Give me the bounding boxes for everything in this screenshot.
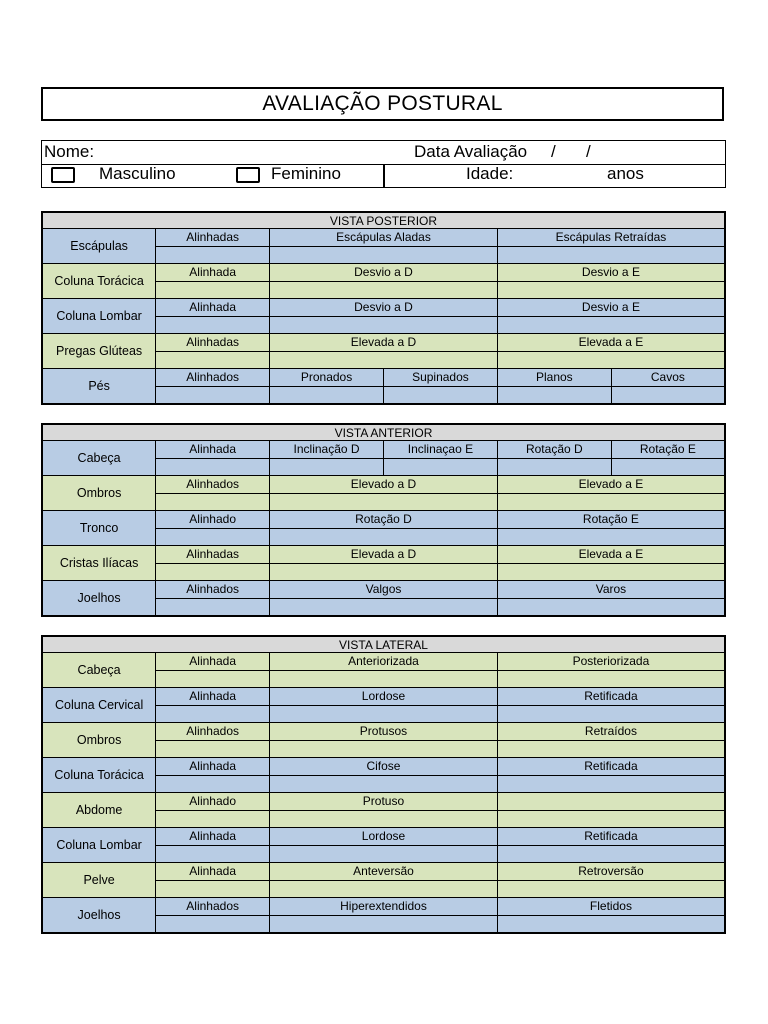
option-label: Alinhada <box>156 441 270 459</box>
option-label: Posteriorizada <box>497 653 724 671</box>
option-label: Protuso <box>270 793 498 811</box>
option-mark-cell[interactable] <box>270 458 384 476</box>
name-date-row <box>42 141 725 165</box>
row-label-cabeca: Cabeça <box>43 653 156 688</box>
option-mark-cell[interactable] <box>270 493 498 511</box>
option-mark-cell[interactable] <box>156 458 270 476</box>
info-divider <box>383 164 385 187</box>
option-label: Pronados <box>270 369 384 387</box>
option-label: Rotação D <box>270 511 498 529</box>
option-label: Alinhada <box>156 863 270 881</box>
option-label: Retroversão <box>497 863 724 881</box>
option-label: Desvio a D <box>270 299 498 317</box>
option-label: Retificada <box>497 688 724 706</box>
anterior-header: VISTA ANTERIOR <box>43 425 725 441</box>
option-mark-cell[interactable] <box>497 705 724 723</box>
option-mark-cell[interactable] <box>270 563 498 581</box>
option-label: Alinhada <box>156 653 270 671</box>
option-mark-cell[interactable] <box>497 316 724 334</box>
option-mark-cell[interactable] <box>497 845 724 863</box>
option-mark-cell[interactable] <box>270 705 498 723</box>
option-label: Alinhada <box>156 758 270 776</box>
date-slash-2: / <box>586 142 591 161</box>
option-label: Elevado a E <box>497 476 724 494</box>
option-label: Alinhado <box>156 511 270 529</box>
option-label: Retificada <box>497 828 724 846</box>
feminino-label: Feminino <box>271 164 341 183</box>
option-label: Rotação E <box>497 511 724 529</box>
lateral-header: VISTA LATERAL <box>43 637 725 653</box>
option-label <box>497 793 724 811</box>
option-label: Escápulas Aladas <box>270 229 498 247</box>
option-label: Inclinaçao E <box>383 441 497 459</box>
feminino-checkbox[interactable] <box>236 167 260 183</box>
row-label-cabeca: Cabeça <box>43 441 156 476</box>
option-mark-cell[interactable] <box>270 740 498 758</box>
option-mark-cell[interactable] <box>156 740 270 758</box>
option-mark-cell[interactable] <box>497 598 724 616</box>
row-label-ombros: Ombros <box>43 476 156 511</box>
table-row <box>43 758 725 776</box>
row-label-coluna-lombar: Coluna Lombar <box>43 299 156 334</box>
patient-info-box <box>41 140 726 188</box>
option-mark-cell[interactable] <box>497 386 611 404</box>
option-label: Elevado a D <box>270 476 498 494</box>
option-label: Alinhados <box>156 476 270 494</box>
table-row <box>43 898 725 916</box>
option-mark-cell[interactable] <box>156 528 270 546</box>
table-row <box>43 723 725 741</box>
option-mark-cell[interactable] <box>156 670 270 688</box>
option-mark-cell[interactable] <box>156 598 270 616</box>
table-row <box>43 793 725 811</box>
posterior-header: VISTA POSTERIOR <box>43 213 725 229</box>
vista-lateral-section <box>41 635 726 934</box>
option-mark-cell[interactable] <box>270 775 498 793</box>
table-row <box>43 369 725 387</box>
option-mark-cell[interactable] <box>497 351 724 369</box>
data-avaliacao-label: Data Avaliação <box>414 142 528 161</box>
option-label: Alinhada <box>156 688 270 706</box>
row-label-joelhos: Joelhos <box>43 581 156 616</box>
option-mark-cell[interactable] <box>497 281 724 299</box>
option-mark-cell[interactable] <box>497 458 611 476</box>
anterior-table <box>42 424 725 616</box>
option-mark-cell[interactable] <box>270 351 498 369</box>
option-mark-cell[interactable] <box>383 458 497 476</box>
option-label: Elevada a E <box>497 334 724 352</box>
option-mark-cell[interactable] <box>497 740 724 758</box>
option-label: Rotação E <box>611 441 724 459</box>
option-label: Anteriorizada <box>270 653 498 671</box>
row-label-coluna-lombar: Coluna Lombar <box>43 828 156 863</box>
page-title: AVALIAÇÃO POSTURAL <box>41 87 724 121</box>
option-label: Cavos <box>611 369 724 387</box>
option-label: Lordose <box>270 828 498 846</box>
table-row <box>43 229 725 247</box>
option-mark-cell[interactable] <box>156 775 270 793</box>
anos-label: anos <box>607 164 644 183</box>
option-mark-cell[interactable] <box>383 386 497 404</box>
option-mark-cell[interactable] <box>270 246 498 264</box>
option-mark-cell[interactable] <box>156 246 270 264</box>
option-label: Alinhada <box>156 299 270 317</box>
option-label: Planos <box>497 369 611 387</box>
option-mark-cell[interactable] <box>497 563 724 581</box>
option-mark-cell[interactable] <box>156 351 270 369</box>
option-label: Rotação D <box>497 441 611 459</box>
row-label-pes: Pés <box>43 369 156 404</box>
option-mark-cell[interactable] <box>156 563 270 581</box>
option-label: Alinhada <box>156 264 270 282</box>
option-mark-cell[interactable] <box>270 845 498 863</box>
table-row <box>43 688 725 706</box>
option-mark-cell[interactable] <box>156 915 270 933</box>
table-row <box>43 511 725 529</box>
option-mark-cell[interactable] <box>156 880 270 898</box>
option-mark-cell[interactable] <box>156 316 270 334</box>
posterior-table <box>42 212 725 404</box>
option-label: Desvio a D <box>270 264 498 282</box>
row-label-coluna-toracica: Coluna Torácica <box>43 264 156 299</box>
option-label: Fletidos <box>497 898 724 916</box>
option-label: Escápulas Retraídas <box>497 229 724 247</box>
vista-anterior-section <box>41 423 726 617</box>
row-label-coluna-toracica: Coluna Torácica <box>43 758 156 793</box>
option-label: Anteversão <box>270 863 498 881</box>
option-mark-cell[interactable] <box>156 386 270 404</box>
option-mark-cell[interactable] <box>156 281 270 299</box>
option-label: Lordose <box>270 688 498 706</box>
option-mark-cell[interactable] <box>270 880 498 898</box>
date-slash-1: / <box>551 142 556 161</box>
option-mark-cell[interactable] <box>497 915 724 933</box>
table-row <box>43 441 725 459</box>
option-label: Valgos <box>270 581 498 599</box>
option-label: Supinados <box>383 369 497 387</box>
nome-label: Nome: <box>44 142 95 161</box>
option-mark-cell[interactable] <box>270 810 498 828</box>
option-mark-cell[interactable] <box>497 670 724 688</box>
masculino-checkbox[interactable] <box>51 167 75 183</box>
option-mark-cell[interactable] <box>270 316 498 334</box>
option-label: Protusos <box>270 723 498 741</box>
option-mark-cell[interactable] <box>156 705 270 723</box>
option-label: Alinhado <box>156 793 270 811</box>
row-label-escapulas: Escápulas <box>43 229 156 264</box>
option-label: Elevada a D <box>270 334 498 352</box>
option-mark-cell[interactable] <box>270 915 498 933</box>
option-mark-cell[interactable] <box>497 493 724 511</box>
table-row <box>43 863 725 881</box>
vista-posterior-section <box>41 211 726 405</box>
row-label-ombros: Ombros <box>43 723 156 758</box>
option-label: Cifose <box>270 758 498 776</box>
option-label: Alinhadas <box>156 334 270 352</box>
table-row <box>43 828 725 846</box>
row-label-tronco: Tronco <box>43 511 156 546</box>
row-label-cristas-iliacas: Cristas Ilíacas <box>43 546 156 581</box>
option-label: Varos <box>497 581 724 599</box>
option-label: Alinhados <box>156 898 270 916</box>
option-label: Alinhada <box>156 828 270 846</box>
option-label: Elevada a D <box>270 546 498 564</box>
option-mark-cell[interactable] <box>497 775 724 793</box>
row-label-abdome: Abdome <box>43 793 156 828</box>
table-row <box>43 653 725 671</box>
option-mark-cell[interactable] <box>270 528 498 546</box>
option-mark-cell[interactable] <box>611 386 724 404</box>
option-mark-cell[interactable] <box>497 246 724 264</box>
option-mark-cell[interactable] <box>156 845 270 863</box>
option-mark-cell[interactable] <box>270 386 384 404</box>
option-label: Alinhadas <box>156 546 270 564</box>
option-mark-cell[interactable] <box>611 458 724 476</box>
option-label: Elevada a E <box>497 546 724 564</box>
option-label: Inclinação D <box>270 441 384 459</box>
idade-label: Idade: <box>466 164 514 183</box>
option-label: Alinhados <box>156 369 270 387</box>
option-label: Retraídos <box>497 723 724 741</box>
option-label: Desvio a E <box>497 264 724 282</box>
option-mark-cell[interactable] <box>270 281 498 299</box>
table-row <box>43 581 725 599</box>
option-label: Hiperextendidos <box>270 898 498 916</box>
option-label: Desvio a E <box>497 299 724 317</box>
table-row <box>43 264 725 282</box>
row-label-coluna-cervical: Coluna Cervical <box>43 688 156 723</box>
row-label-joelhos: Joelhos <box>43 898 156 933</box>
table-row <box>43 299 725 317</box>
option-label: Alinhados <box>156 581 270 599</box>
option-label: Alinhados <box>156 723 270 741</box>
option-mark-cell[interactable] <box>497 528 724 546</box>
table-row <box>43 334 725 352</box>
option-mark-cell[interactable] <box>156 810 270 828</box>
option-label: Retificada <box>497 758 724 776</box>
option-mark-cell[interactable] <box>156 493 270 511</box>
row-label-pelve: Pelve <box>43 863 156 898</box>
option-mark-cell[interactable] <box>497 880 724 898</box>
row-label-pregas-gluteas: Pregas Glúteas <box>43 334 156 369</box>
option-mark-cell[interactable] <box>270 670 498 688</box>
lateral-table <box>42 636 725 933</box>
option-label: Alinhadas <box>156 229 270 247</box>
option-mark-cell[interactable] <box>497 810 724 828</box>
table-row <box>43 546 725 564</box>
masculino-label: Masculino <box>99 164 176 183</box>
option-mark-cell[interactable] <box>270 598 498 616</box>
table-row <box>43 476 725 494</box>
